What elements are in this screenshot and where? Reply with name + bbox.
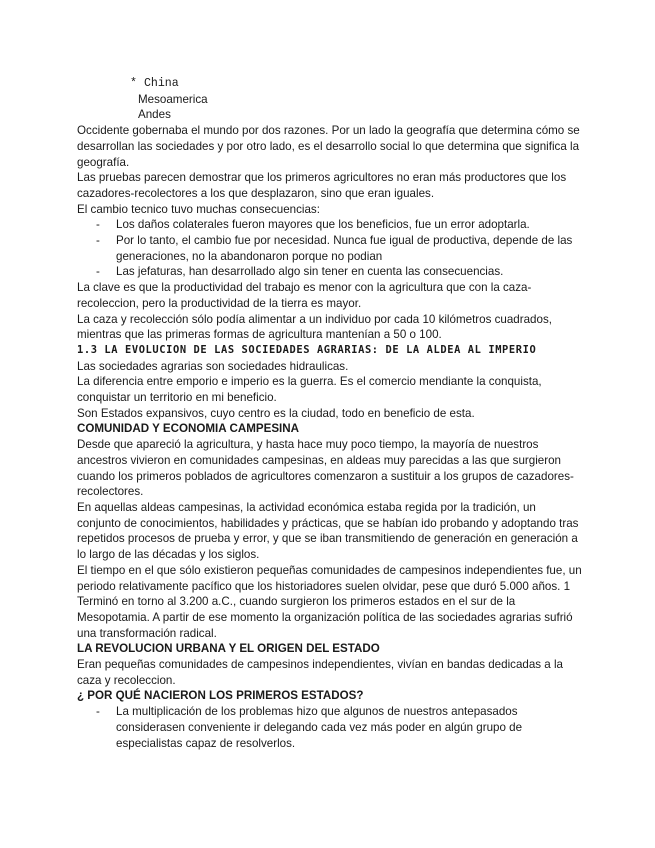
paragraph: En aquellas aldeas campesinas, la actividad económica estaba regida por la tradición, un conjunto de conocimientos, habilidades y prácticas, que se habían ido probando y adoptando tras repetidos procesos de prueba y error, y que se iban transmitiendo de generación en generación a lo largo de las décadas y los siglos. (77, 500, 579, 562)
paragraph: La caza y recolección sólo podía alimentar a un individuo por cada 10 kilómetros cuadrados, mientras que las primeras formas de agricultura mantenían a 50 o 100. (77, 312, 552, 342)
subheading-question: ¿ POR QUÉ NACIERON LOS PRIMEROS ESTADOS? (77, 689, 364, 703)
list-item: - Por lo tanto, el cambio fue por necesidad. Nunca fue igual de productiva, depende de las generaciones, no la abandonaron porque no podian (96, 234, 573, 263)
document-body (77, 76, 582, 751)
dash-bullet: - (96, 705, 100, 719)
list-item: - Los daños colaterales fueron mayores que los beneficios, fue un error adoptarla. (96, 218, 530, 232)
section-heading: 1.3 LA EVOLUCION DE LAS SOCIEDADES AGRARIAS: DE LA ALDEA AL IMPERIO (77, 343, 537, 356)
paragraph: Occidente gobernaba el mundo por dos razones. Por un lado la geografía que determina cómo se desarrollan las sociedades y por otro lado, es el desarrollo social lo que determina que significa la geografía. (77, 124, 580, 169)
paragraph: Son Estados expansivos, cuyo centro es la ciudad, todo en beneficio de esta. (77, 406, 475, 420)
estados-list (77, 704, 582, 751)
dash-bullet: - (96, 265, 100, 279)
region-andes: Andes (138, 108, 171, 122)
paragraph: La diferencia entre emporio e imperio es la guerra. Es el comercio mendiante la conquista, conquistar un territorio en mi beneficio. (77, 375, 542, 405)
bullet-star: * (130, 77, 137, 90)
consequences-list (77, 217, 582, 280)
paragraph: El tiempo en el que sólo existieron pequeñas comunidades de campesinos independientes fue, un periodo relativamente pacífico que los historiadores suelen olvidar, pese que duró 5.000 años. 1 Terminó en torno al 3.200 a.C., cuando surgieron los primeros estados en el sur de la Mesopotamia. A partir de ese momento la organización política de las sociedades agrarias sufrió una transformación radical. (77, 563, 582, 640)
paragraph: El cambio tecnico tuvo muchas consecuencias: (77, 202, 320, 216)
paragraph: Las pruebas parecen demostrar que los primeros agricultores no eran más productores que los cazadores-recolectores a los que desplazaron, sino que eran iguales. (77, 171, 567, 200)
subheading-comunidad: COMUNIDAD Y ECONOMIA CAMPESINA (77, 422, 300, 436)
paragraph: Eran pequeñas comunidades de campesinos independientes, vivían en bandas dedicadas a la caza y recoleccion. (77, 658, 563, 687)
paragraph: Desde que apareció la agricultura, y hasta hace muy poco tiempo, la mayoría de nuestros ancestros vivieron en comunidades campesinas, en aldeas muy parecidas a las que surgieron cuando los primeros poblados de agricultores comenzaron a sustituir a los grupos de cazadores-recolectores. (77, 438, 574, 499)
dash-bullet: - (96, 234, 100, 248)
dash-bullet: - (96, 218, 100, 232)
list-item: - Las jefaturas, han desarrollado algo sin tener en cuenta las consecuencias. (96, 265, 504, 279)
region-mesoamerica: Mesoamerica (138, 92, 208, 106)
paragraph: La clave es que la productividad del trabajo es menor con la agricultura que con la caza-recoleccion, pero la productividad de la tierra es mayor. (77, 281, 532, 310)
paragraph: Las sociedades agrarias son sociedades hidraulicas. (77, 359, 349, 373)
region-china: China (143, 77, 179, 90)
subheading-revolucion: LA REVOLUCION URBANA Y EL ORIGEN DEL ESTADO (77, 642, 380, 656)
list-item: - La multiplicación de los problemas hizo que algunos de nuestros antepasados considerasen conveniente ir delegando cada vez más poder en algún grupo de especialistas capaz de resolverlos. (96, 705, 523, 750)
list-item-region (77, 76, 582, 92)
